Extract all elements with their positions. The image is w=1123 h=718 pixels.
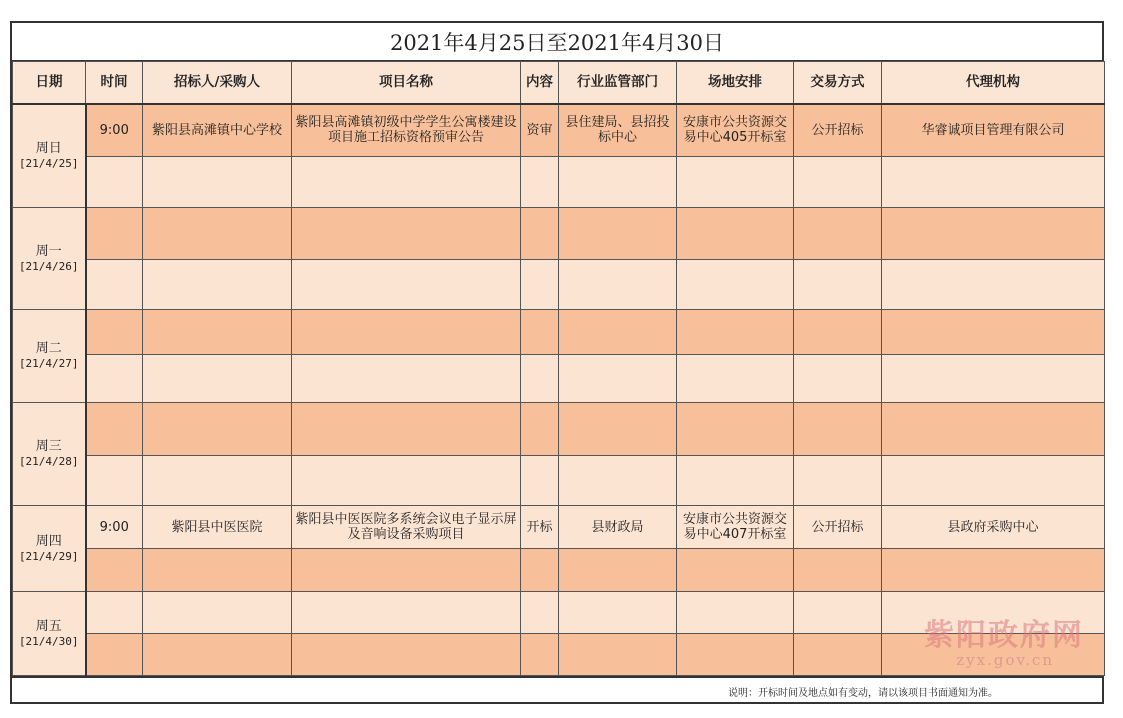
table-row [13, 260, 1105, 310]
empty-cell [882, 355, 1105, 403]
empty-cell [292, 157, 521, 208]
empty-cell [143, 549, 292, 592]
empty-cell [86, 157, 143, 208]
empty-cell [521, 456, 559, 506]
empty-cell [143, 310, 292, 355]
empty-cell [143, 592, 292, 634]
empty-cell [521, 549, 559, 592]
empty-cell [559, 355, 677, 403]
empty-cell [521, 260, 559, 310]
empty-cell [521, 355, 559, 403]
empty-cell [677, 260, 794, 310]
empty-cell [882, 403, 1105, 456]
schedule-table [12, 61, 1105, 676]
empty-cell [143, 456, 292, 506]
empty-cell [292, 355, 521, 403]
empty-cell [86, 310, 143, 355]
day-cell-wed: 周三 [21/4/28] [13, 403, 86, 506]
empty-cell [794, 157, 882, 208]
empty-cell [559, 634, 677, 676]
empty-cell [794, 355, 882, 403]
table-row [13, 355, 1105, 403]
schedule-title: 2021年4月25日至2021年4月30日 [12, 23, 1102, 61]
empty-cell [143, 157, 292, 208]
empty-cell [86, 456, 143, 506]
empty-cell [677, 592, 794, 634]
header-venue: 场地安排 [677, 62, 794, 104]
empty-cell [521, 208, 559, 260]
empty-cell [794, 260, 882, 310]
header-method: 交易方式 [794, 62, 882, 104]
empty-cell [86, 208, 143, 260]
empty-cell [559, 456, 677, 506]
empty-cell [559, 310, 677, 355]
empty-cell [677, 310, 794, 355]
table-row [13, 506, 1105, 549]
purchaser-cell: 紫阳县高滩镇中心学校 [143, 104, 292, 157]
time-cell: 9:00 [86, 104, 143, 157]
empty-cell [794, 403, 882, 456]
day-cell-fri: 周五 [21/4/30] [13, 592, 86, 676]
empty-cell [677, 403, 794, 456]
method-cell: 公开招标 [794, 506, 882, 549]
empty-cell [677, 355, 794, 403]
project-cell: 紫阳县中医医院多系统会议电子显示屏及音响设备采购项目 [292, 506, 521, 549]
empty-cell [292, 456, 521, 506]
empty-cell [559, 592, 677, 634]
header-regulator: 行业监管部门 [559, 62, 677, 104]
empty-cell [86, 634, 143, 676]
header-content: 内容 [521, 62, 559, 104]
regulator-cell: 县财政局 [559, 506, 677, 549]
empty-cell [882, 310, 1105, 355]
header-date: 日期 [13, 62, 86, 104]
empty-cell [292, 549, 521, 592]
empty-cell [559, 157, 677, 208]
day-cell-thu: 周四 [21/4/29] [13, 506, 86, 592]
empty-cell [794, 310, 882, 355]
empty-cell [86, 260, 143, 310]
empty-cell [143, 634, 292, 676]
empty-cell [86, 355, 143, 403]
empty-cell [794, 208, 882, 260]
agency-cell: 县政府采购中心 [882, 506, 1105, 549]
empty-cell [86, 549, 143, 592]
time-cell: 9:00 [86, 506, 143, 549]
empty-cell [794, 456, 882, 506]
day-cell-sun: 周日 [21/4/25] [13, 104, 86, 208]
empty-cell [292, 310, 521, 355]
empty-cell [882, 634, 1105, 676]
empty-cell [882, 592, 1105, 634]
empty-cell [292, 634, 521, 676]
footer-note: 说明：开标时间及地点如有变动，请以该项目书面通知为准。 [728, 688, 998, 699]
table-row [13, 456, 1105, 506]
table-row [13, 592, 1105, 634]
table-row [13, 310, 1105, 355]
venue-cell: 安康市公共资源交易中心405开标室 [677, 104, 794, 157]
footer [12, 676, 1102, 702]
empty-cell [794, 592, 882, 634]
empty-cell [882, 260, 1105, 310]
empty-cell [559, 403, 677, 456]
empty-cell [521, 592, 559, 634]
empty-cell [677, 634, 794, 676]
content-cell: 开标 [521, 506, 559, 549]
header-project: 项目名称 [292, 62, 521, 104]
empty-cell [677, 456, 794, 506]
empty-cell [559, 208, 677, 260]
empty-cell [521, 403, 559, 456]
empty-cell [677, 549, 794, 592]
table-row [13, 549, 1105, 592]
empty-cell [794, 634, 882, 676]
regulator-cell: 县住建局、县招投标中心 [559, 104, 677, 157]
empty-cell [882, 208, 1105, 260]
schedule-frame [10, 21, 1104, 704]
header-row [13, 62, 1105, 104]
table-row [13, 403, 1105, 456]
empty-cell [292, 260, 521, 310]
table-row [13, 104, 1105, 157]
empty-cell [882, 157, 1105, 208]
empty-cell [143, 260, 292, 310]
empty-cell [86, 592, 143, 634]
empty-cell [677, 208, 794, 260]
header-time: 时间 [86, 62, 143, 104]
agency-cell: 华睿诚项目管理有限公司 [882, 104, 1105, 157]
empty-cell [521, 157, 559, 208]
empty-cell [677, 157, 794, 208]
header-agency: 代理机构 [882, 62, 1105, 104]
empty-cell [521, 634, 559, 676]
empty-cell [559, 549, 677, 592]
watermark-url: zyx.gov.cn [956, 651, 1054, 669]
empty-cell [292, 208, 521, 260]
method-cell: 公开招标 [794, 104, 882, 157]
empty-cell [794, 549, 882, 592]
watermark-name: 紫阳政府网 [924, 618, 1084, 653]
empty-cell [292, 592, 521, 634]
purchaser-cell: 紫阳县中医医院 [143, 506, 292, 549]
day-cell-tue: 周二 [21/4/27] [13, 310, 86, 403]
table-row [13, 634, 1105, 676]
table-row [13, 157, 1105, 208]
content-cell: 资审 [521, 104, 559, 157]
empty-cell [86, 403, 143, 456]
day-cell-mon: 周一 [21/4/26] [13, 208, 86, 310]
empty-cell [143, 403, 292, 456]
empty-cell [882, 549, 1105, 592]
empty-cell [559, 260, 677, 310]
empty-cell [143, 208, 292, 260]
table-row [13, 208, 1105, 260]
empty-cell [292, 403, 521, 456]
empty-cell [143, 355, 292, 403]
venue-cell: 安康市公共资源交易中心407开标室 [677, 506, 794, 549]
empty-cell [521, 310, 559, 355]
header-purchaser: 招标人/采购人 [143, 62, 292, 104]
empty-cell [882, 456, 1105, 506]
project-cell: 紫阳县高滩镇初级中学学生公寓楼建设项目施工招标资格预审公告 [292, 104, 521, 157]
